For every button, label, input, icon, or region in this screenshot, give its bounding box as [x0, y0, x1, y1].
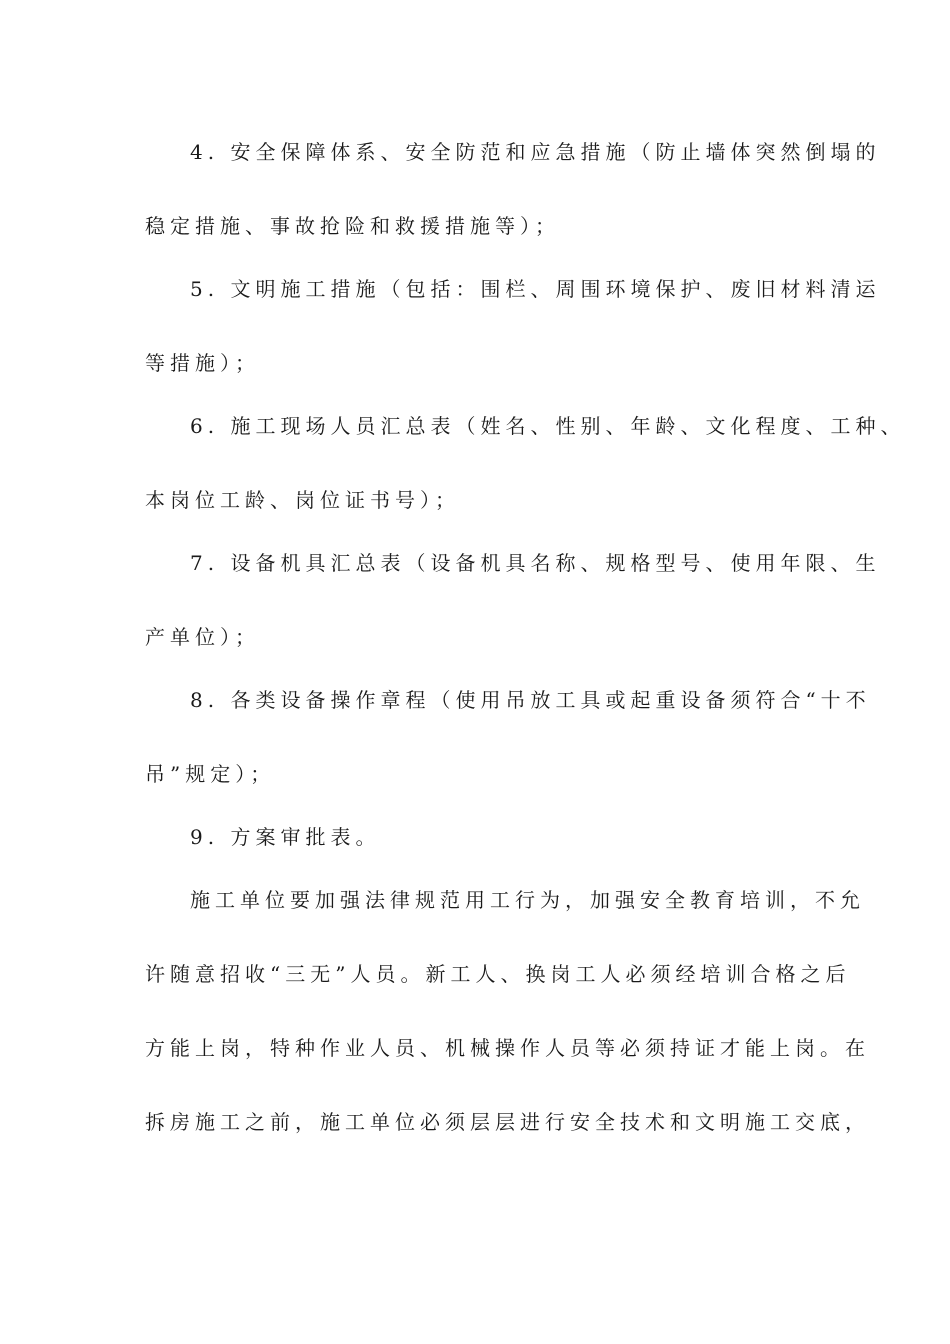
paragraph-line-2: 许随意招收“三无”人员。新工人、换岗工人必须经培训合格之后 — [145, 962, 851, 986]
item-4-line-2: 稳定措施、事故抢险和救援措施等）； — [145, 214, 560, 238]
item-9-line-1: 9. 方案审批表。 — [190, 825, 381, 849]
item-7-line-2: 产单位）； — [145, 625, 260, 649]
item-6-line-2: 本岗位工龄、岗位证书号）； — [145, 488, 460, 512]
item-7-line-1: 7. 设备机具汇总表（设备机具名称、规格型号、使用年限、生 — [190, 551, 881, 575]
item-5-line-1: 5. 文明施工措施（包括：围栏、周围环境保护、废旧材料清运 — [190, 277, 881, 301]
item-4-line-1: 4. 安全保障体系、安全防范和应急措施（防止墙体突然倒塌的 — [190, 140, 881, 164]
item-8-line-1: 8. 各类设备操作章程（使用吊放工具或起重设备须符合“十不 — [190, 688, 871, 712]
paragraph-line-1: 施工单位要加强法律规范用工行为，加强安全教育培训，不允 — [190, 888, 865, 912]
paragraph-line-3: 方能上岗，特种作业人员、机械操作人员等必须持证才能上岗。在 — [145, 1036, 870, 1060]
paragraph-line-4: 拆房施工之前，施工单位必须层层进行安全技术和文明施工交底， — [145, 1110, 870, 1134]
item-5-line-2: 等措施）； — [145, 351, 260, 375]
item-8-line-2: 吊”规定）； — [145, 762, 276, 786]
item-6-line-1: 6. 施工现场人员汇总表（姓名、性别、年龄、文化程度、工种、 — [190, 414, 906, 438]
